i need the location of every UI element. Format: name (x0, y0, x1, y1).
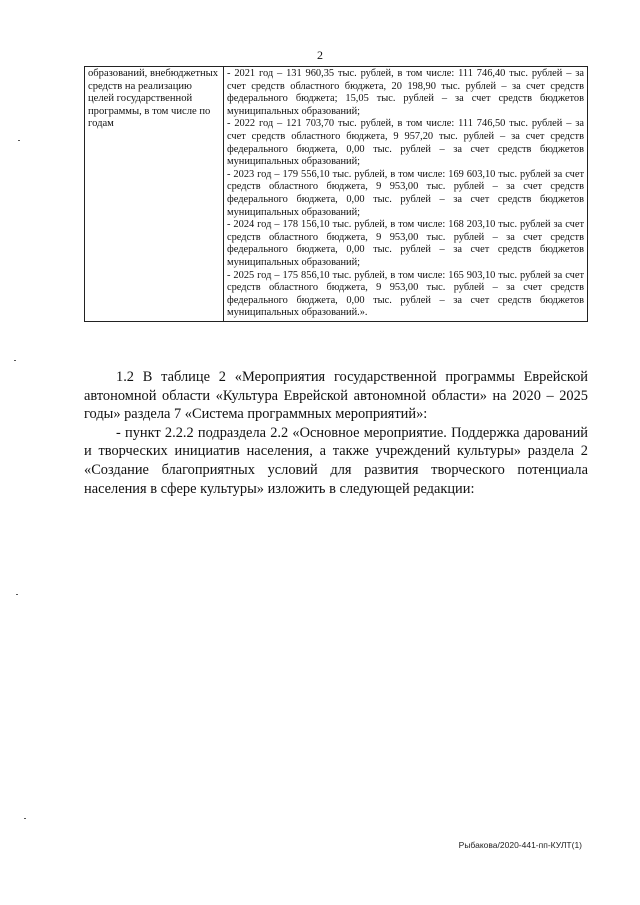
scan-speck (14, 360, 16, 361)
scan-speck (24, 818, 26, 819)
funding-year-2023: - 2023 год – 179 556,10 тыс. рублей, в том числе: 169 603,10 тыс. рублей за счет средств областного бюджета, 9 953,00 тыс. рублей – за счет средств федерального бюджета, 0,00 тыс. рублей – за счет средств бюджетов муниципальных образований; (227, 168, 584, 218)
amendment-text (84, 368, 588, 498)
table-row (85, 67, 588, 322)
funding-year-2022: - 2022 год – 121 703,70 тыс. рублей, в том числе: 111 746,50 тыс. рублей – за счет средств областного бюджета, 9 957,20 тыс. рублей – за счет средств федерального бюджета, 0,00 тыс. рублей – за счет средств бюджетов муниципальных образований; (227, 118, 584, 168)
funding-year-2024: - 2024 год – 178 156,10 тыс. рублей, в том числе: 168 203,10 тыс. рублей за счет средств областного бюджета, 9 953,00 тыс. рублей – за счет средств федерального бюджета, 0,00 тыс. рублей – за счет средств бюджетов муниципальных образований; (227, 219, 584, 268)
paragraph-table-2: 1.2 В таблице 2 «Мероприятия государственной программы Еврейской автономной области «Культура Еврейской автономной области» на 2020 – 2025 годы» раздела 7 «Система программных мероприятий»: (84, 369, 588, 423)
document-reference: Рыбакова/2020-441-пп-КУЛТ(1) (458, 840, 582, 850)
scan-speck (16, 594, 18, 595)
funding-year-2025: - 2025 год – 175 856,10 тыс. рублей, в том числе: 165 903,10 тыс. рублей за счет средств областного бюджета, 9 953,00 тыс. рублей – за счет средств федерального бюджета, 0,00 тыс. рублей – за счет средств бюджетов муниципальных образований.». (227, 269, 584, 319)
scan-speck (18, 140, 20, 141)
funding-by-year-cell (224, 67, 588, 322)
funding-table (84, 66, 588, 322)
page-number: 2 (317, 48, 323, 62)
funding-year-2021: - 2021 год – 131 960,35 тыс. рублей, в том числе: 111 746,40 тыс. рублей – за счет средств областного бюджета, 20 198,90 тыс. рублей – за счет средств федерального бюджета; 15,05 тыс. рублей – за счет средств бюджетов муниципальных образований; (227, 68, 584, 117)
paragraph-item-2-2-2: - пункт 2.2.2 подраздела 2.2 «Основное мероприятие. Поддержка дарований и творческих инициатив населения, а также учреждений культуры» раздела 2 «Создание благоприятных условий для развития творческого потенциала населения в сфере культуры» изложить в следующей редакции: (84, 424, 588, 497)
funding-source-label: образований, внебюджетных средств на реализацию целей государственной программы, в том числе по годам (85, 67, 224, 322)
